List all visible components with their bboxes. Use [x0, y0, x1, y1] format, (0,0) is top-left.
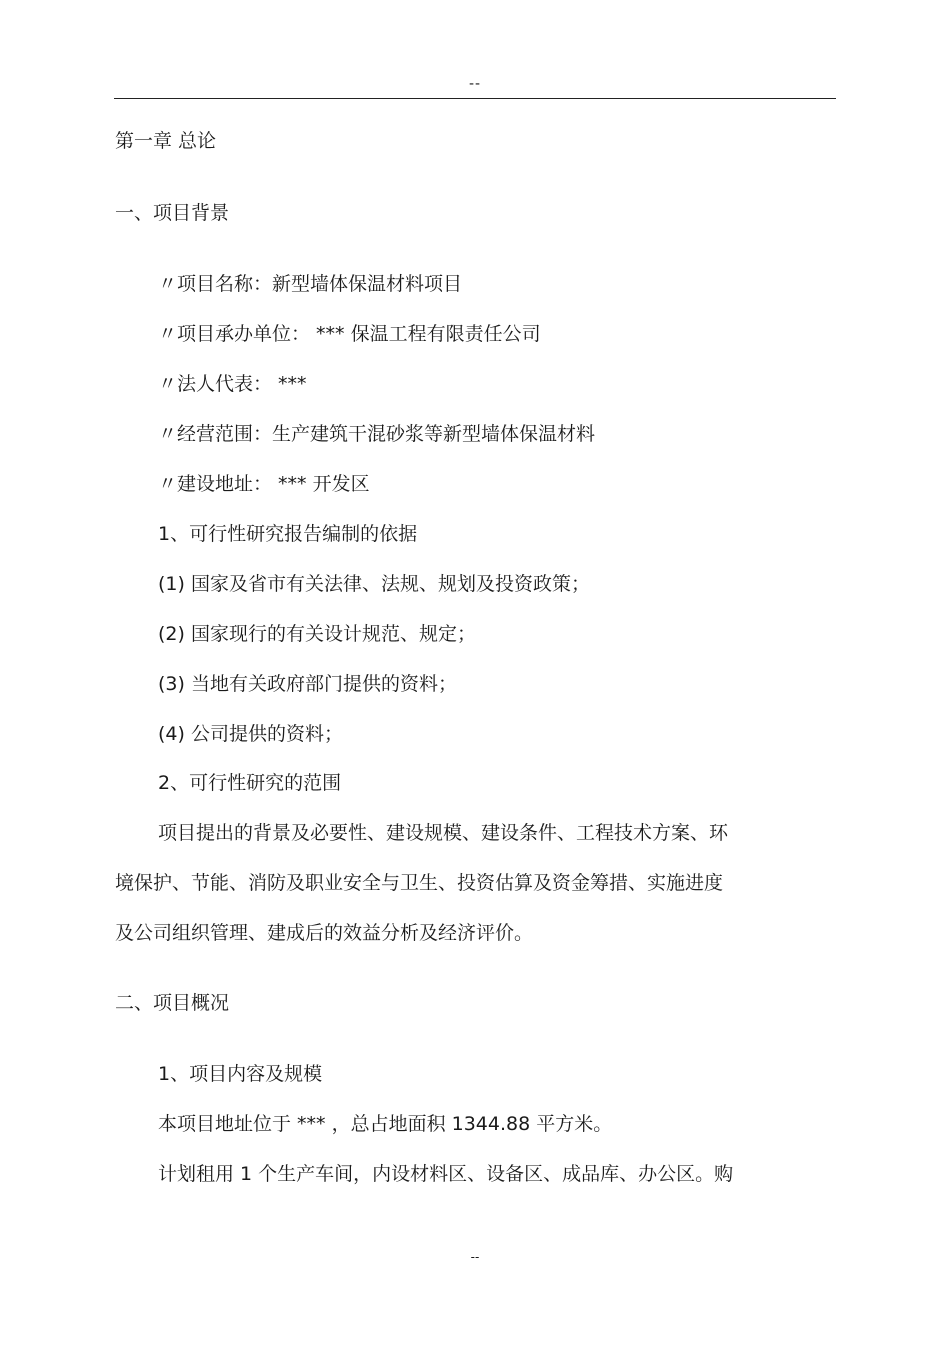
- bullet-legal-rep: 〃法人代表： ***: [158, 373, 307, 395]
- scope-title: 2、可行性研究的范围: [158, 772, 342, 794]
- chapter-title: 第一章 总论: [115, 130, 217, 152]
- bullet-project-name: 〃项目名称：新型墙体保温材料项目: [158, 273, 463, 295]
- content-paragraph-line: 本项目地址位于 *** ，总占地面积 1344.88 平方米。: [158, 1113, 613, 1135]
- basis-title: 1、可行性研究报告编制的依据: [158, 523, 418, 545]
- bullet-sponsor: 〃项目承办单位： *** 保温工程有限责任公司: [158, 323, 541, 345]
- basis-item: (4) 公司提供的资料；: [158, 723, 343, 745]
- bullet-address: 〃建设地址： *** 开发区: [158, 473, 370, 495]
- section-title-background: 一、项目背景: [115, 202, 230, 224]
- scope-paragraph-line: 项目提出的背景及必要性、建设规模、建设条件、工程技术方案、环: [158, 822, 729, 844]
- content-paragraph-line: 计划租用 1 个生产车间，内设材料区、设备区、成品库、办公区。购: [158, 1163, 734, 1185]
- page-header-mark: --: [468, 76, 482, 92]
- scope-paragraph-line: 及公司组织管理、建成后的效益分析及经济评价。: [115, 922, 534, 944]
- page-footer-mark: --: [470, 1250, 480, 1264]
- header-rule: [114, 98, 836, 99]
- basis-item: (1) 国家及省市有关法律、法规、规划及投资政策；: [158, 573, 590, 595]
- basis-item: (3) 当地有关政府部门提供的资料；: [158, 673, 457, 695]
- section-title-overview: 二、项目概况: [115, 992, 230, 1014]
- bullet-business-scope: 〃经营范围：生产建筑干混砂浆等新型墙体保温材料: [158, 423, 596, 445]
- scope-paragraph-line: 境保护、节能、消防及职业安全与卫生、投资估算及资金筹措、实施进度: [115, 872, 724, 894]
- content-title: 1、项目内容及规模: [158, 1063, 323, 1085]
- basis-item: (2) 国家现行的有关设计规范、规定；: [158, 623, 476, 645]
